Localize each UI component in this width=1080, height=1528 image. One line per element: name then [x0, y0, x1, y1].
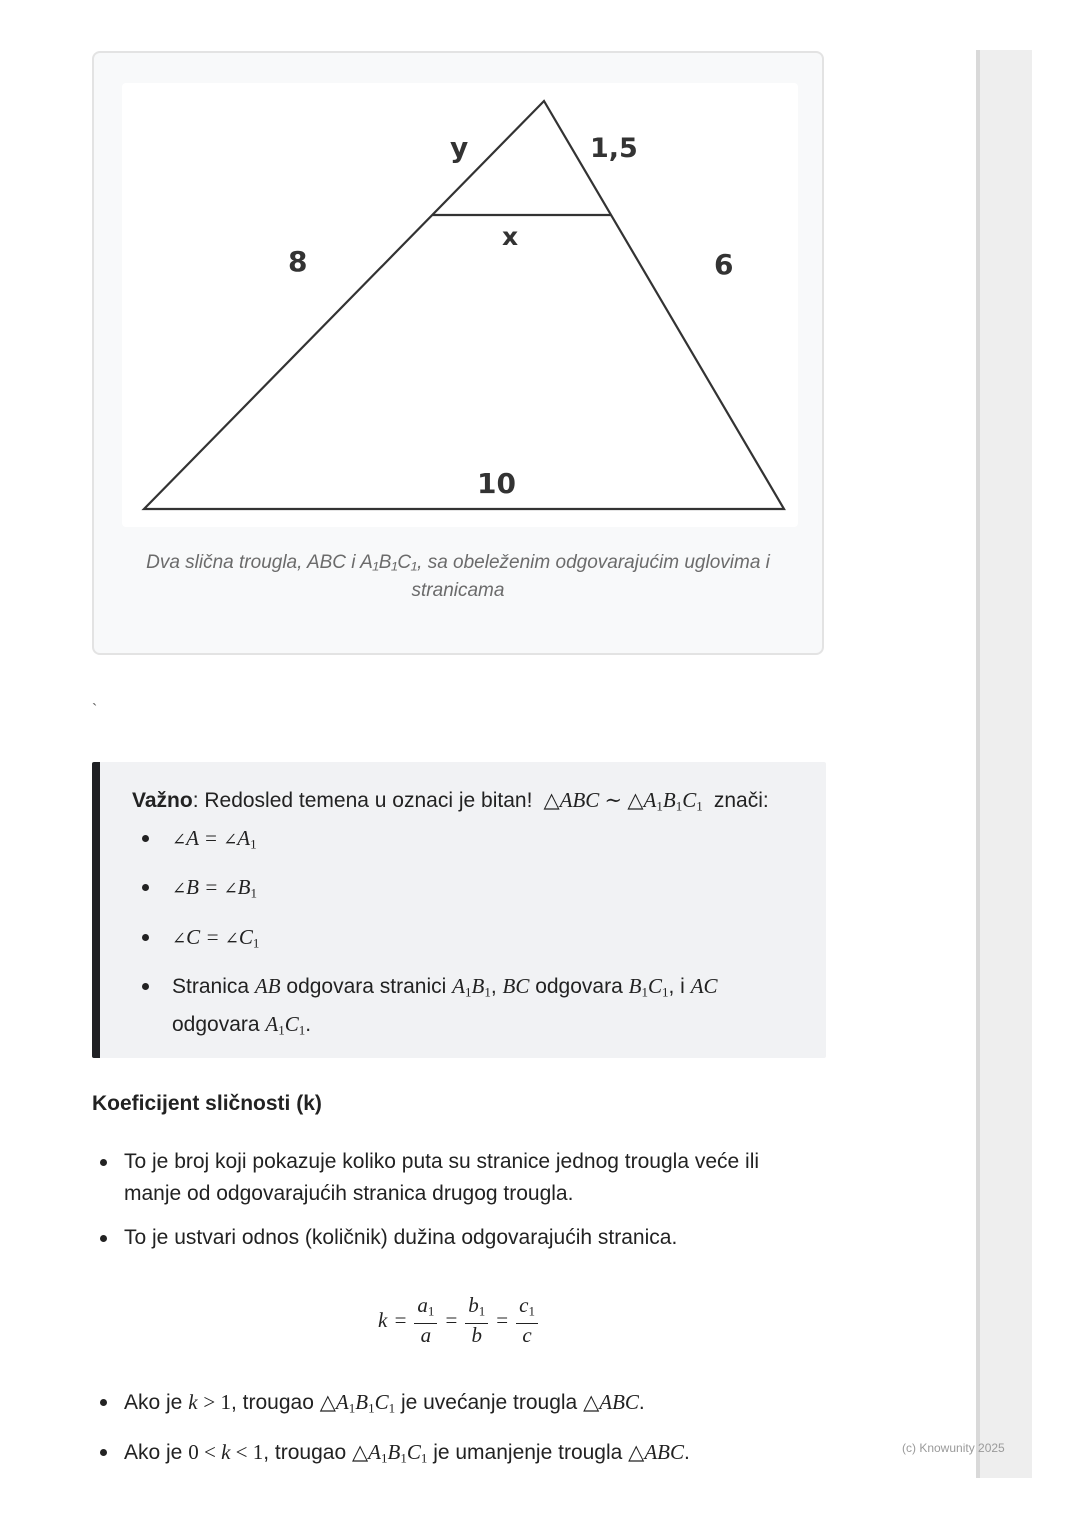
triangle-diagram [122, 83, 798, 527]
note-heading [132, 788, 769, 814]
note-item-angle-c: ∠C = $\angle C_1$ [132, 921, 782, 959]
figure-caption [114, 549, 802, 605]
note-similarity-expr: △ABC ∼ $\triangle A_1B_1C_1$ [538, 788, 703, 814]
note-znaci: znači: [713, 789, 769, 812]
coefficient-list [100, 1146, 800, 1266]
stray-mark: ` [92, 702, 98, 719]
caption-line-1: Dva slična trougla, ABC i A₁B₁C₁, sa obeleženim odgovarajućim uglovima i [146, 552, 770, 573]
label-left-outer: 8 [288, 245, 308, 278]
section-title: Koeficijent sličnosti (k) [92, 1092, 322, 1115]
coefficient-bullet-1: To je broj koji pokazuje koliko puta su stranice jednog trougla veće ili manje od odgovarajućih stranica drugog trougla. [100, 1146, 800, 1210]
note-item-sides: Stranica AB odgovara stranici $A_1B_1$, BC odgovara $B_1C_1$, i AC odgovara $A_1C_1$. [132, 970, 782, 1047]
figure-card [92, 51, 824, 655]
label-base: 10 [477, 467, 516, 500]
label-right-top: 1,5 [590, 133, 638, 164]
triangle-figure [122, 83, 798, 527]
note-text: : Redosled temena u oznaci je bitan! [192, 789, 533, 812]
coefficient-bullet-2: To je ustvari odnos (količnik) dužina odgovarajućih stranica. [100, 1222, 800, 1254]
note-item-angle-b: ∠B = $\angle B_1$ [132, 871, 782, 909]
watermark: (c) Knowunity 2025 [902, 1441, 1005, 1455]
scale-list [100, 1386, 820, 1487]
scale-bullet-shrink: Ako je 0 < k < 1, trougao $\triangle A_1B_1C_1$ je umanjenje trougla △ABC. [100, 1436, 820, 1474]
scale-bullet-enlarge: Ako je k > 1, trougao $\triangle A_1B_1C_1$ je uvećanje trougla △ABC. [100, 1386, 820, 1424]
right-sidebar [976, 50, 1032, 1478]
label-right-outer: 6 [714, 248, 734, 281]
label-middle: x [502, 222, 519, 251]
caption-line-2: stranicama [411, 580, 505, 601]
important-note [92, 762, 826, 1058]
note-item-angle-a: ∠A = $\angle A_1$ [132, 822, 782, 860]
label-left-top: y [450, 131, 469, 164]
similarity-formula: k = $\frac{a_1}{a}$ = $\frac{b_1}{b}$ = $\frac{c_1}{c}$ [378, 1294, 544, 1346]
note-bold-label: Važno [132, 789, 193, 812]
note-list [132, 822, 782, 1057]
